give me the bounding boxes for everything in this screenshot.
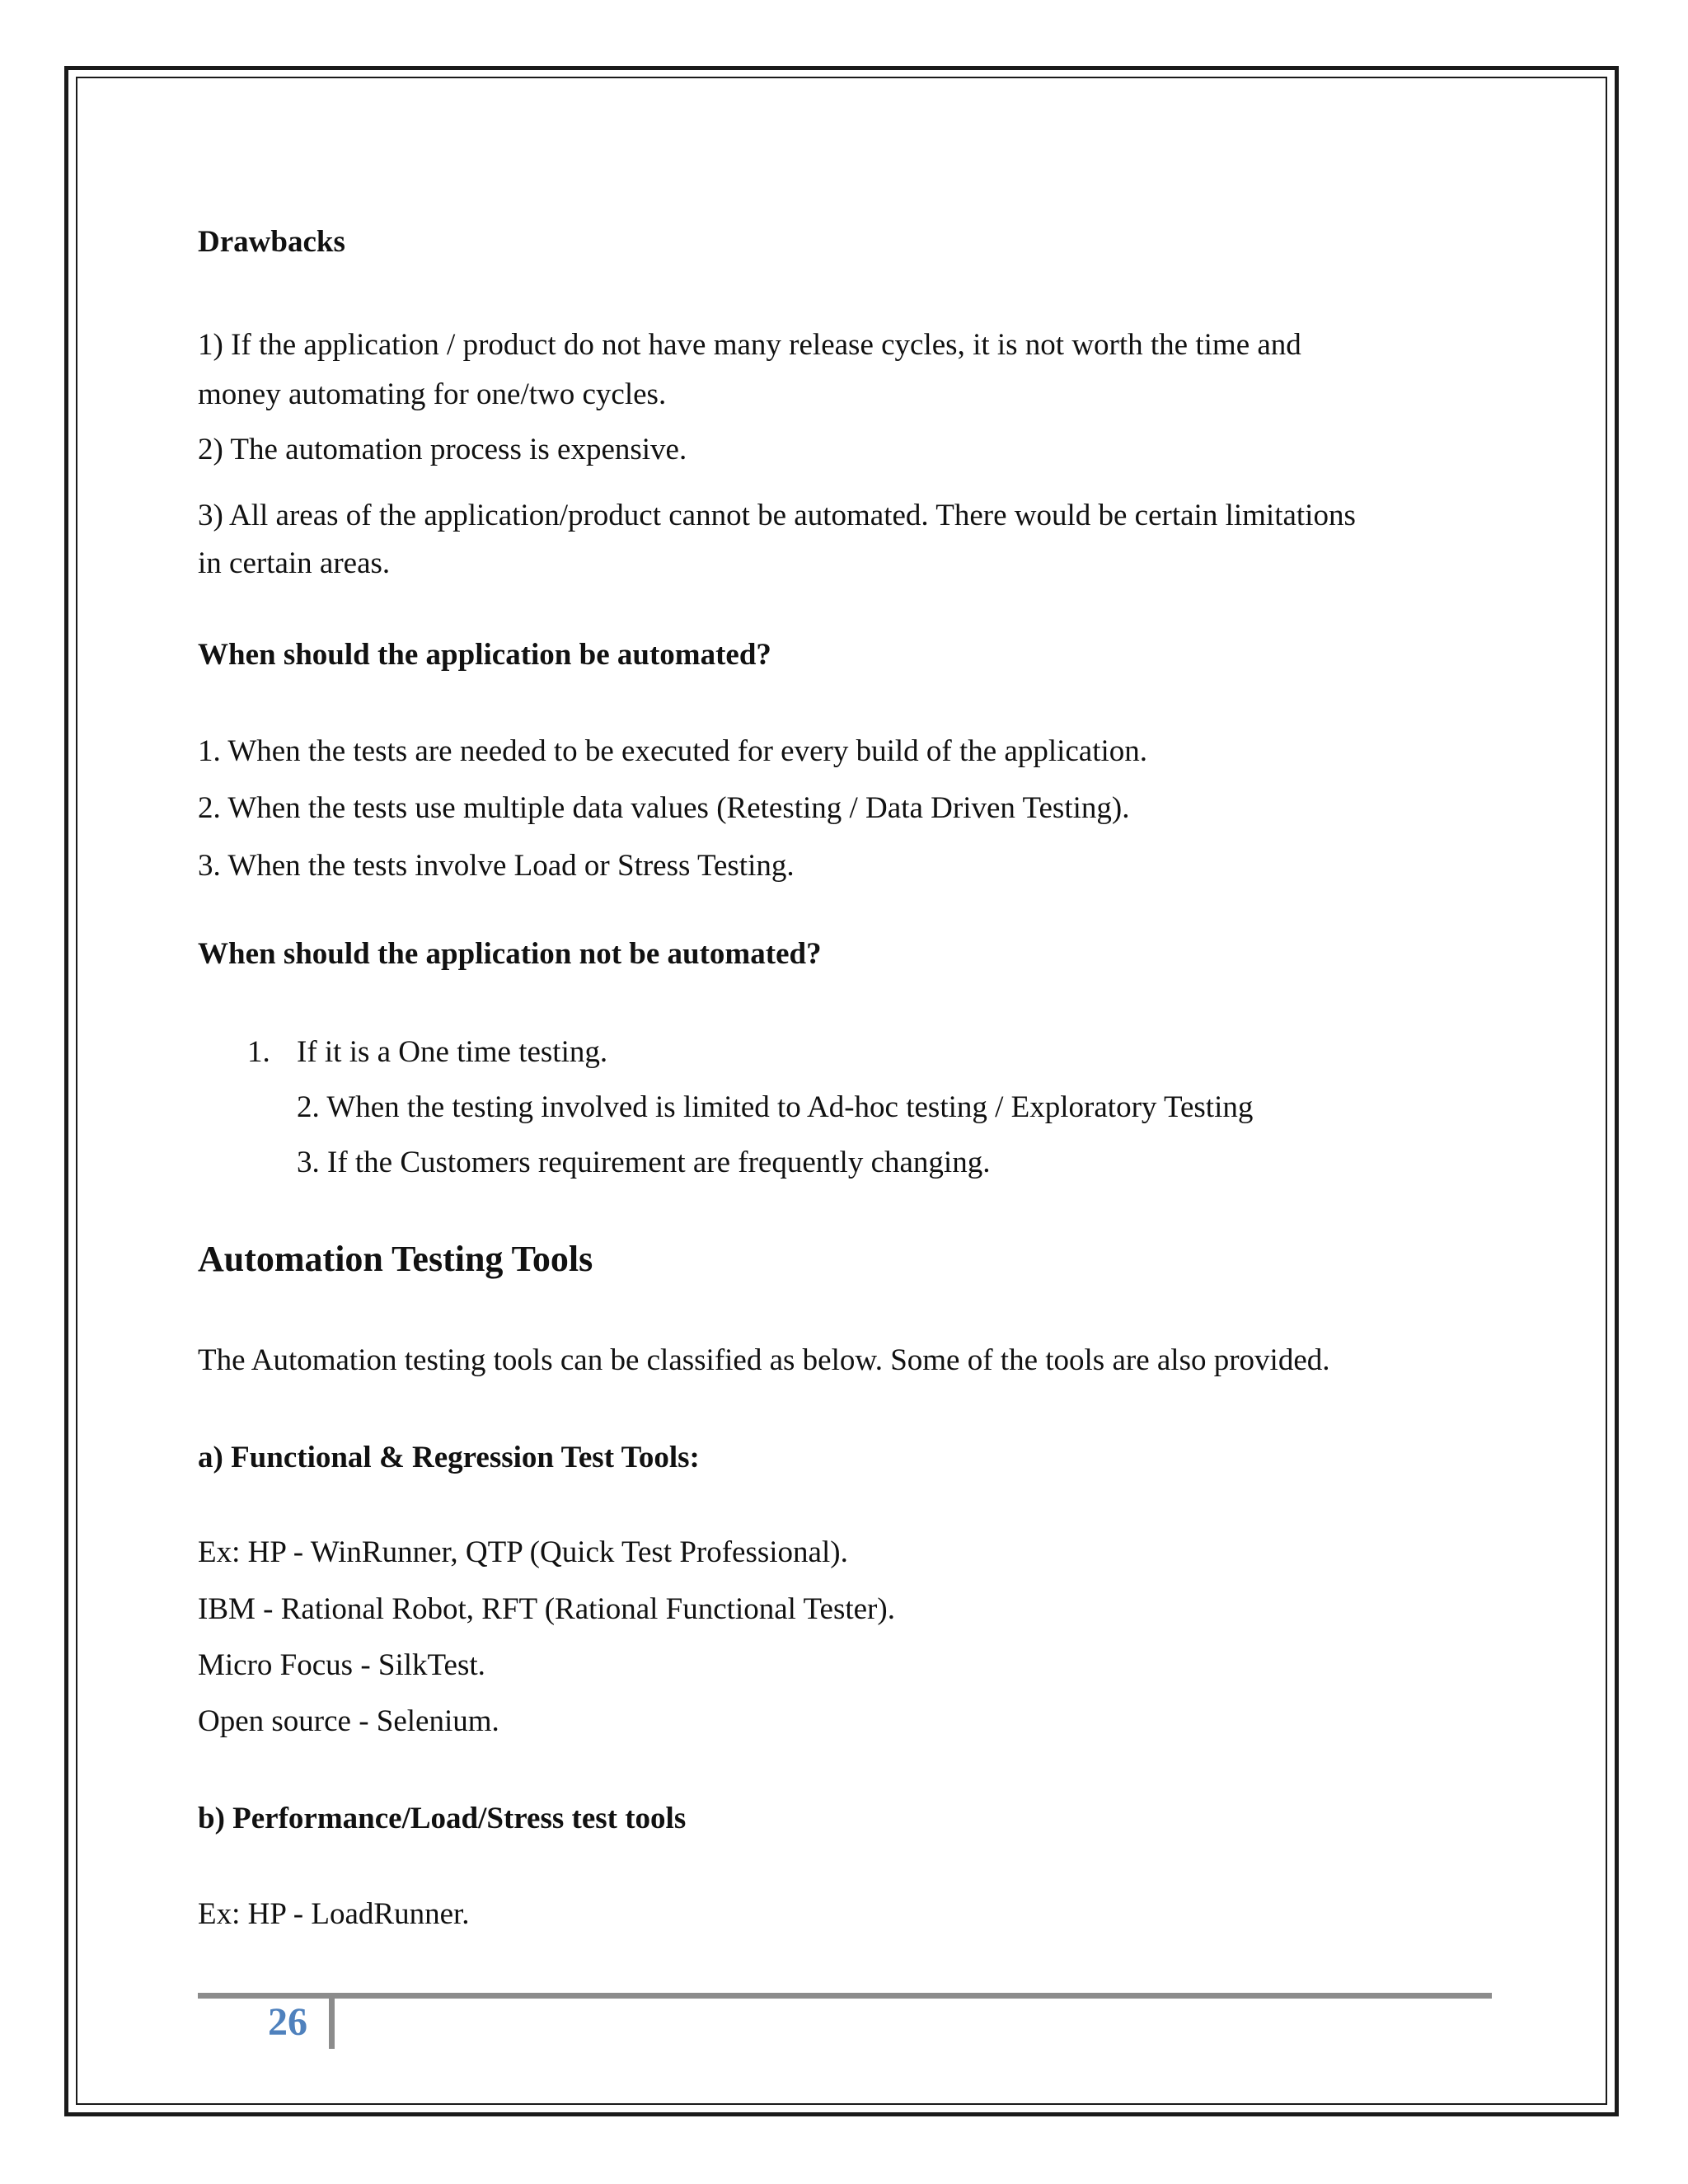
functional-tool-item: Open source - Selenium. [198,1704,499,1738]
when-not-item-marker: 1. [247,1035,270,1069]
performance-tools-heading: b) Performance/Load/Stress test tools [198,1802,687,1835]
drawbacks-line: money automating for one/two cycles. [198,377,667,411]
when-automate-heading: When should the application be automated? [198,638,771,672]
drawbacks-line: 1) If the application / product do not have many release cycles, it is not worth the time and [198,328,1301,362]
when-not-item: 3. If the Customers requirement are frequently changing. [297,1146,991,1179]
when-automate-item: 1. When the tests are needed to be executed for every build of the application. [198,734,1148,768]
footer-divider [329,1996,335,2049]
when-automate-item: 2. When the tests use multiple data values (Retesting / Data Driven Testing). [198,791,1130,825]
tools-intro: The Automation testing tools can be classified as below. Some of the tools are also provided. [198,1343,1330,1377]
when-not-item: 2. When the testing involved is limited to Ad-hoc testing / Exploratory Testing [297,1090,1254,1124]
functional-tool-item: IBM - Rational Robot, RFT (Rational Functional Tester). [198,1592,895,1626]
drawbacks-heading: Drawbacks [198,225,345,259]
functional-tools-heading: a) Functional & Regression Test Tools: [198,1441,700,1474]
drawbacks-line: 3) All areas of the application/product cannot be automated. There would be certain limitations [198,499,1356,532]
drawbacks-line: in certain areas. [198,546,391,580]
tools-heading: Automation Testing Tools [198,1239,593,1279]
performance-tool-item: Ex: HP - LoadRunner. [198,1897,470,1931]
when-not-item: If it is a One time testing. [297,1035,608,1069]
page-number: 26 [268,2000,307,2044]
when-not-automate-heading: When should the application not be automated? [198,937,822,971]
footer-rule [198,1993,1492,1999]
drawbacks-line: 2) The automation process is expensive. [198,433,687,466]
functional-tool-item: Micro Focus - SilkTest. [198,1648,485,1682]
when-automate-item: 3. When the tests involve Load or Stress Testing. [198,849,795,883]
functional-tool-item: Ex: HP - WinRunner, QTP (Quick Test Professional). [198,1535,848,1569]
